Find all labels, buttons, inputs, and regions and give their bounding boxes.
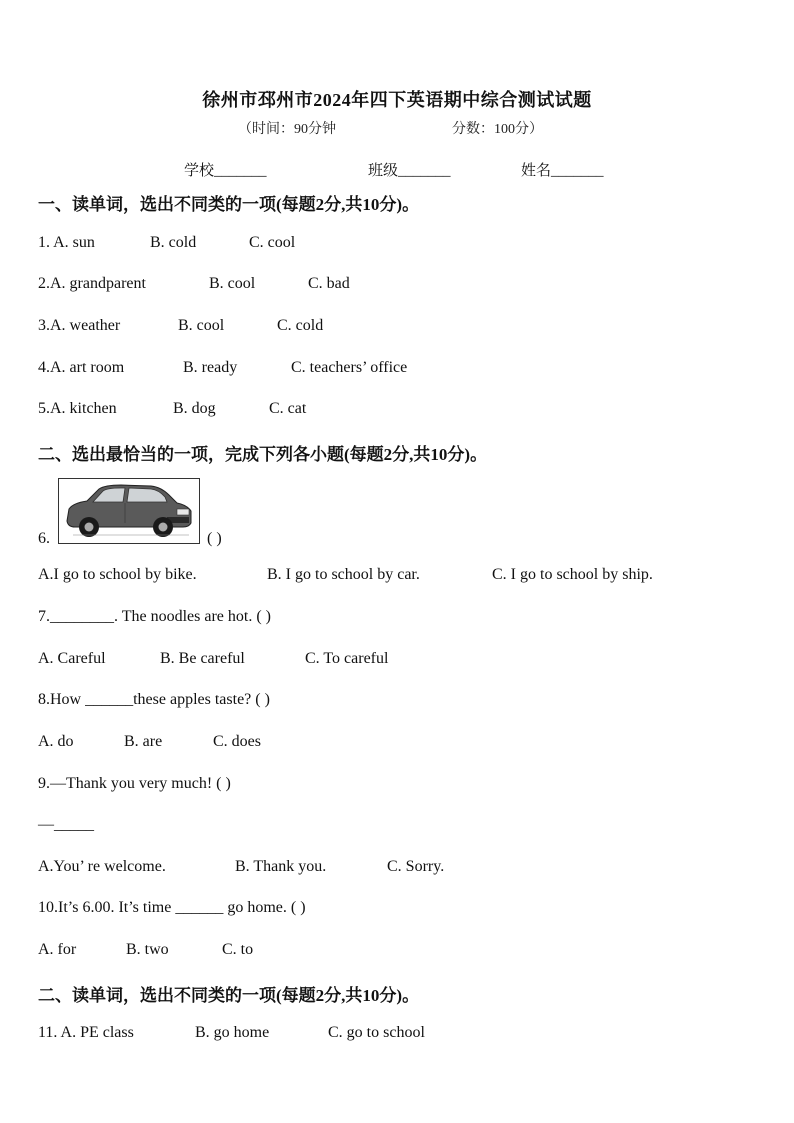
exam-time: （时间：90分钟 xyxy=(238,122,336,137)
section-1-heading: 一、读单词，选出不同类的一项(每题2分,共10分)。 xyxy=(38,195,420,214)
exam-score: 分数：100分） xyxy=(452,122,543,137)
q7-stem: 7.________. The noodles are hot. ( ) xyxy=(38,608,271,625)
question-11 xyxy=(38,1024,425,1042)
q9-option-b: B. Thank you. xyxy=(235,858,327,875)
q9-blank[interactable]: —_____ xyxy=(38,816,94,833)
q11-option-b: B. go home xyxy=(195,1024,270,1041)
class-field[interactable]: 班级_______ xyxy=(368,163,451,179)
q8-option-a: A. do xyxy=(38,733,74,750)
page-title: 徐州市邳州市2024年四下英语期中综合测试试题 xyxy=(202,90,592,110)
q2-option-a: 2.A. grandparent xyxy=(38,275,146,292)
question-4 xyxy=(38,359,408,377)
q11-option-c: C. go to school xyxy=(328,1024,425,1041)
q7-option-b: B. Be careful xyxy=(160,650,245,667)
q9-option-c: C. Sorry. xyxy=(387,858,445,875)
q6-option-c: C. I go to school by ship. xyxy=(492,566,653,583)
q4-option-b: B. ready xyxy=(183,359,238,376)
question-8-options xyxy=(38,733,261,751)
q3-option-c: C. cold xyxy=(277,317,324,334)
q8-option-c: C. does xyxy=(213,733,261,750)
q1-option-b: B. cold xyxy=(150,234,197,251)
question-5 xyxy=(38,400,307,418)
q5-option-a: 5.A. kitchen xyxy=(38,400,117,417)
question-1 xyxy=(38,234,296,252)
q5-option-b: B. dog xyxy=(173,400,216,417)
q3-option-b: B. cool xyxy=(178,317,225,334)
school-field[interactable]: 学校_______ xyxy=(184,163,267,179)
question-6-options xyxy=(38,566,653,584)
q5-option-c: C. cat xyxy=(269,400,307,417)
q2-option-b: B. cool xyxy=(209,275,256,292)
car-picture xyxy=(58,478,200,544)
q10-option-b: B. two xyxy=(126,941,169,958)
q10-stem: 10.It’s 6.00. It’s time ______ go home. ( ) xyxy=(38,899,306,916)
section-3-heading: 二、读单词，选出不同类的一项(每题2分,共10分)。 xyxy=(38,986,420,1005)
section-2-heading: 二、选出最恰当的一项，完成下列各小题(每题2分,共10分)。 xyxy=(38,445,488,464)
q1-option-a: 1. A. sun xyxy=(38,234,95,251)
question-10-options xyxy=(38,941,254,959)
question-7-options xyxy=(38,650,389,668)
q4-option-c: C. teachers’ office xyxy=(291,359,408,376)
q10-option-c: C. to xyxy=(222,941,254,958)
q9-stem: 9.—Thank you very much! ( ) xyxy=(38,775,231,792)
q7-option-a: A. Careful xyxy=(38,650,106,667)
q8-stem: 8.How ______these apples taste? ( ) xyxy=(38,691,270,708)
question-3 xyxy=(38,317,324,335)
q6-option-b: B. I go to school by car. xyxy=(267,566,420,583)
q1-option-c: C. cool xyxy=(249,234,296,251)
q8-option-b: B. are xyxy=(124,733,163,750)
q7-option-c: C. To careful xyxy=(305,650,389,667)
q6-number: 6. xyxy=(38,530,50,547)
question-2 xyxy=(38,275,350,293)
q2-option-c: C. bad xyxy=(308,275,350,292)
q6-option-a: A.I go to school by bike. xyxy=(38,566,197,583)
q4-option-a: 4.A. art room xyxy=(38,359,125,376)
q6-answer-paren[interactable]: ( ) xyxy=(207,530,222,547)
q10-option-a: A. for xyxy=(38,941,77,958)
name-field[interactable]: 姓名_______ xyxy=(521,163,604,179)
car-icon xyxy=(59,479,199,543)
question-9-options xyxy=(38,858,445,876)
q11-option-a: 11. A. PE class xyxy=(38,1024,134,1041)
q3-option-a: 3.A. weather xyxy=(38,317,121,334)
q9-option-a: A.You’ re welcome. xyxy=(38,858,166,875)
